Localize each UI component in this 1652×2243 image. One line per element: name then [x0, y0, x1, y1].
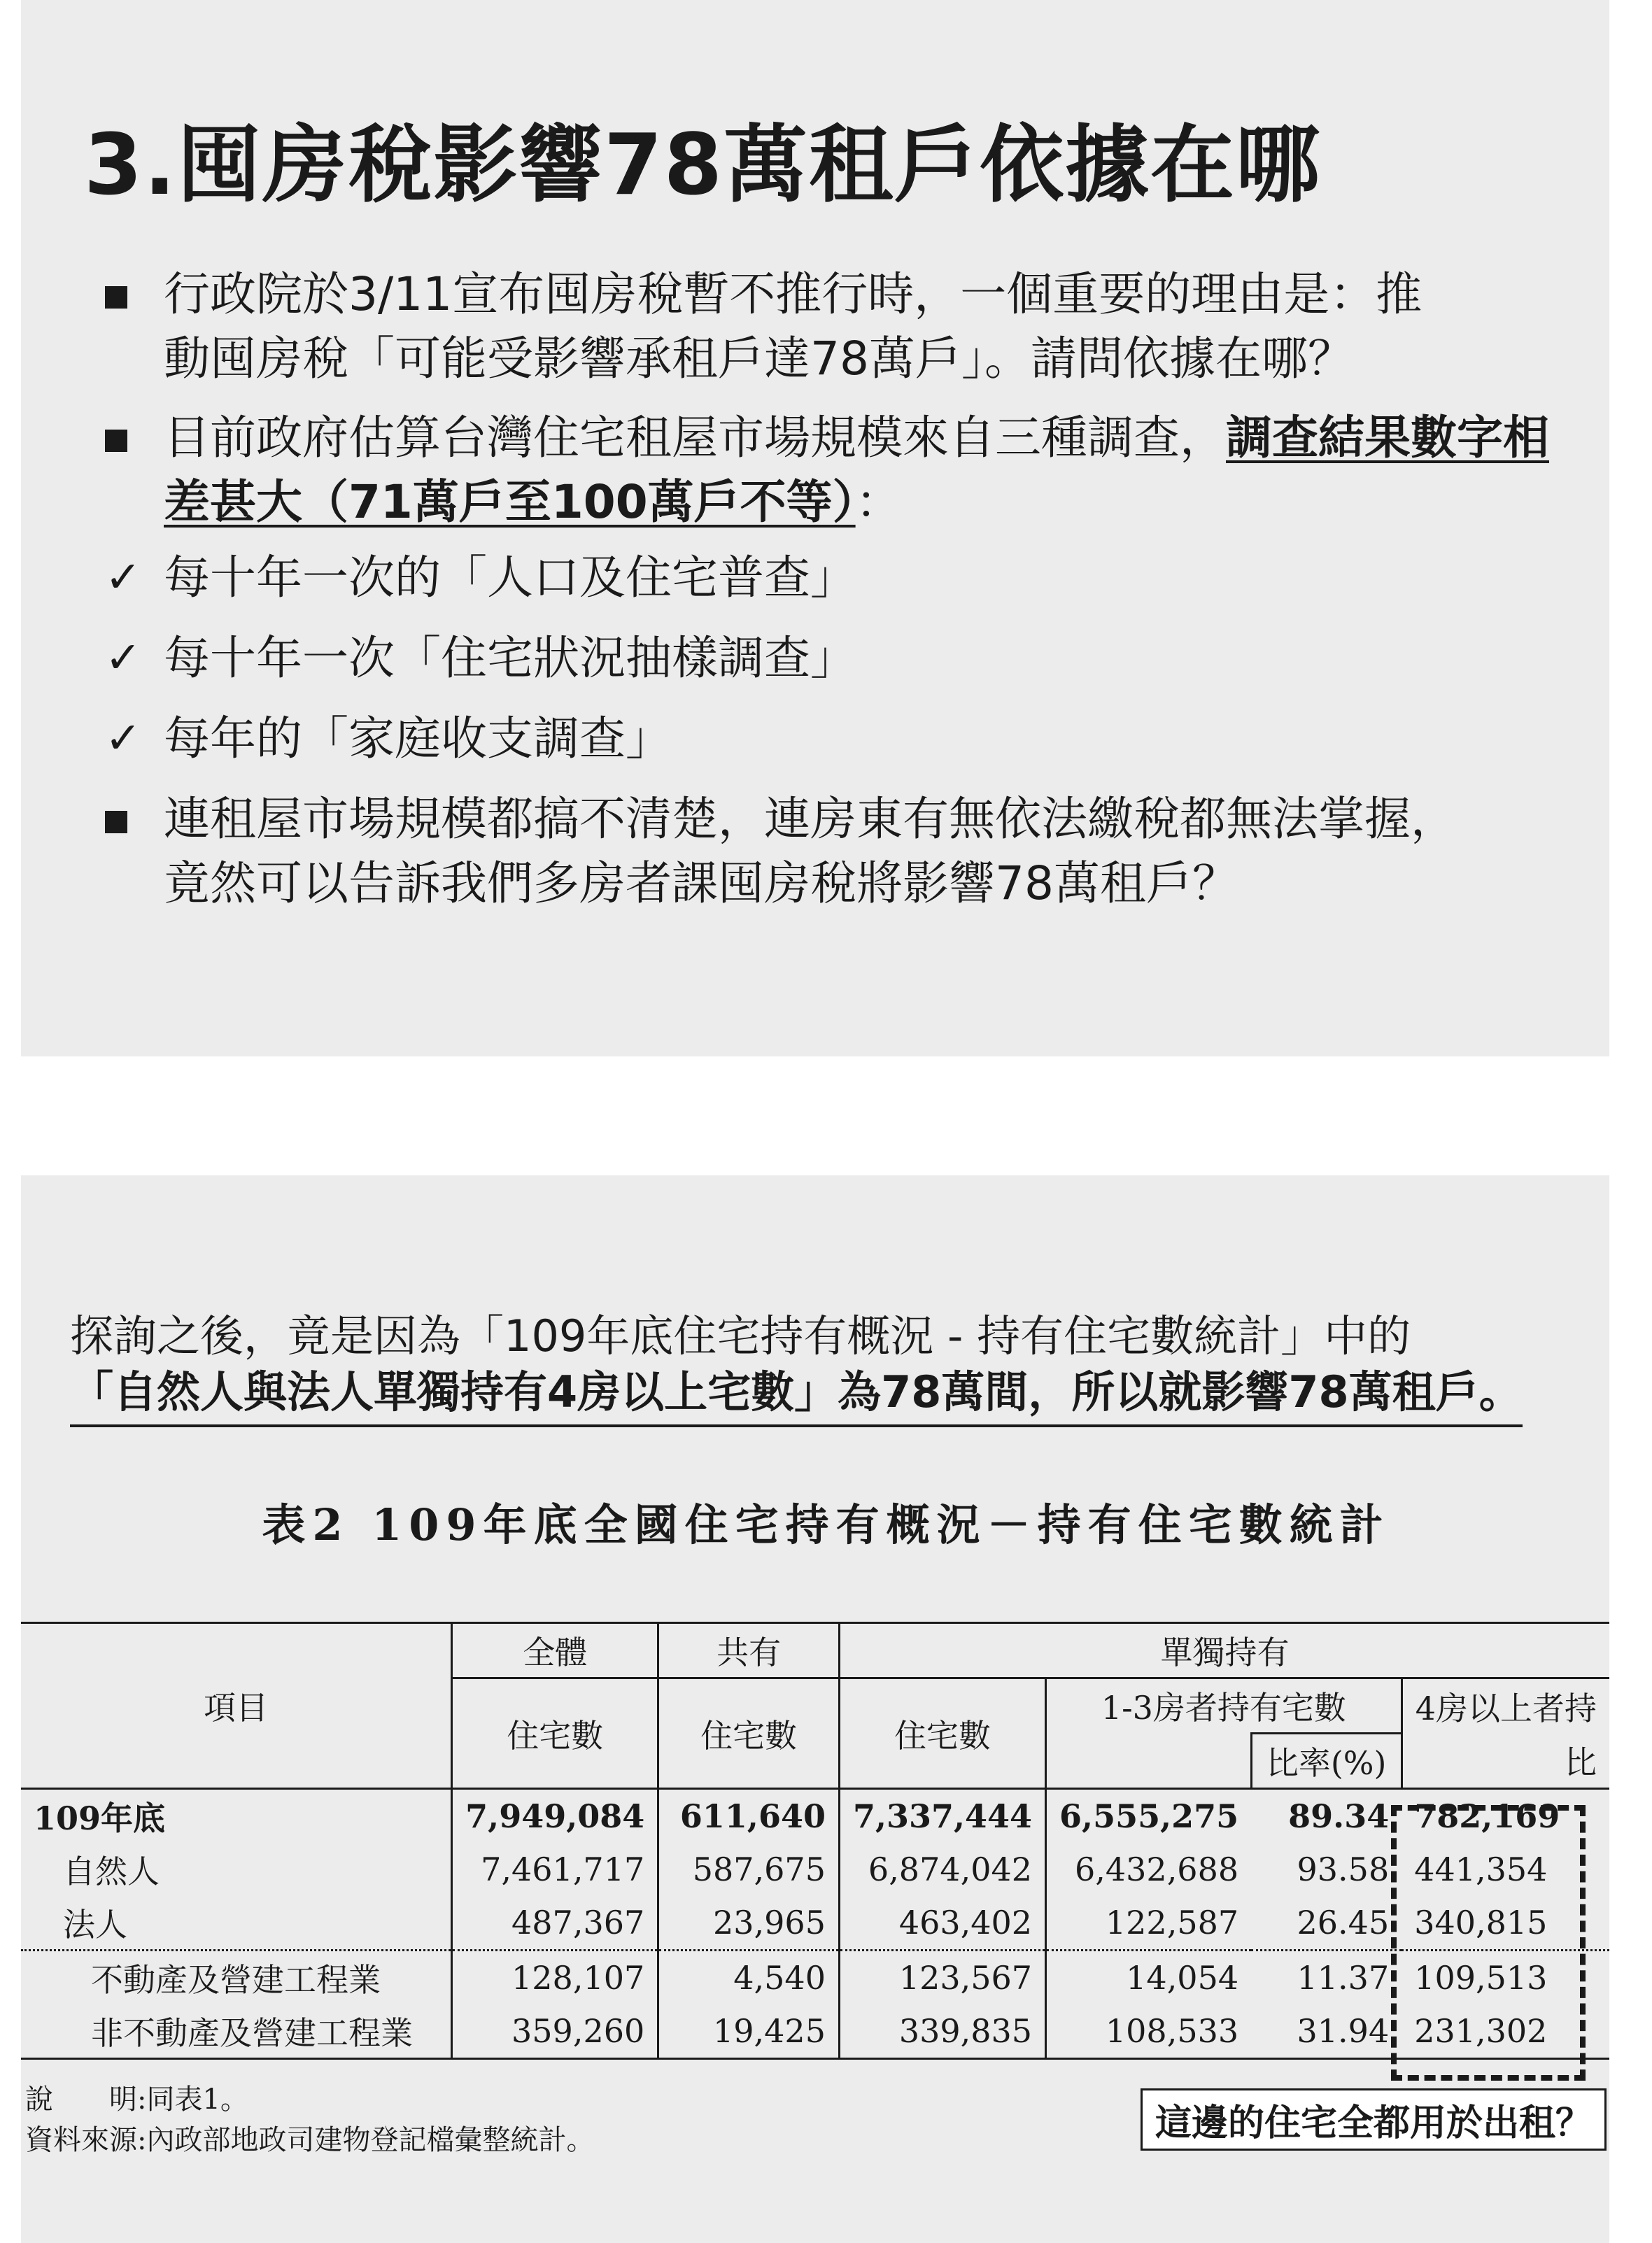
- cell-joint: 587,675: [658, 1843, 840, 1896]
- table-note: 說 明:同表1。: [25, 2083, 248, 2116]
- intro-emphasis-line: 「自然人與法人單獨持有4房以上宅數」為78萬間，所以就影響78萬租戶。: [70, 1364, 1523, 1427]
- cell-holders-4plus: 109,513: [1402, 1951, 1609, 2005]
- square-bullet-icon: [105, 286, 127, 309]
- row-label: 不動產及營建工程業: [21, 1951, 452, 2005]
- cell-joint: 19,425: [658, 2004, 840, 2059]
- table-header-row: [21, 1623, 1609, 1678]
- header-owners-1-3: 1-3房者持有宅數: [1046, 1678, 1402, 1734]
- square-bullet-icon: [105, 430, 127, 452]
- check-text: 每十年一次的「人口及住宅普查」: [164, 551, 856, 604]
- check-icon: ✓: [105, 551, 141, 602]
- header-ratio: 比率(%): [1251, 1734, 1402, 1789]
- bullet-text: 行政院於3/11宣布囤房稅暫不推行時，一個重要的理由是：推 動囤房稅「可能受影響承租戶達78萬戶」。請問依據在哪？: [164, 267, 1422, 385]
- cell-all: 487,367: [452, 1896, 658, 1951]
- cell-holders-1-3: 108,533: [1046, 2004, 1252, 2059]
- cell-holders-4plus: 340,815: [1414, 1904, 1548, 1941]
- header-all: 全體: [452, 1623, 658, 1678]
- row-label: 法人: [63, 1906, 127, 1944]
- cell-holders-1-3: 6,555,275: [1046, 1789, 1252, 1844]
- header-units: 住宅數: [839, 1678, 1045, 1789]
- row-label: 109年底: [34, 1799, 166, 1837]
- housing-stats-table: [21, 1622, 1609, 2060]
- table-row: [21, 2004, 1609, 2059]
- cell-ratio: 11.37: [1251, 1951, 1402, 2005]
- bullet-item: [105, 787, 1457, 916]
- callout-box: 這邊的住宅全都用於出租？: [1141, 2088, 1607, 2151]
- check-icon: ✓: [105, 632, 141, 683]
- cell-sole: 6,874,042: [839, 1843, 1045, 1896]
- check-text: 每年的「家庭收支調查」: [164, 712, 672, 765]
- table-row: [21, 1789, 1609, 1844]
- cell-all: 128,107: [452, 1951, 658, 2005]
- table-source: 資料來源:內政部地政司建物登記檔彙整統計。: [25, 2124, 595, 2156]
- cell-holders-1-3: 14,054: [1046, 1951, 1252, 2005]
- cell-ratio: 31.94: [1251, 2004, 1402, 2059]
- bullet-item: [105, 406, 1563, 535]
- check-icon: ✓: [105, 712, 141, 763]
- cell-holders-1-3: 6,432,688: [1046, 1843, 1252, 1896]
- cell-holders-4plus: 231,302: [1402, 2004, 1609, 2059]
- cell-ratio: 93.58: [1297, 1851, 1390, 1888]
- cell-ratio: 26.45: [1297, 1904, 1390, 1941]
- row-label: 自然人: [63, 1853, 160, 1890]
- header-owners-4plus: 4房以上者持: [1402, 1678, 1609, 1734]
- cell-sole: 339,835: [839, 2004, 1045, 2059]
- cell-sole: 463,402: [839, 1896, 1045, 1951]
- header-item: 項目: [21, 1623, 452, 1789]
- check-text: 每十年一次「住宅狀況抽樣調查」: [164, 631, 856, 685]
- square-bullet-icon: [105, 811, 127, 833]
- bullet-text: 目前政府估算台灣住宅租屋市場規模來自三種調查，調查結果數字相差甚大（71萬戶至100萬戶不等）：: [164, 411, 1549, 529]
- table-row: [21, 1843, 1609, 1896]
- cell-ratio: 89.34: [1288, 1797, 1390, 1835]
- header-joint: 共有: [658, 1623, 840, 1678]
- intro-line: 探詢之後，竟是因為「109年底住宅持有概況 - 持有住宅數統計」中的: [70, 1310, 1411, 1361]
- cell-sole: 123,567: [839, 1951, 1045, 2005]
- table-row: [21, 1896, 1609, 1951]
- cell-all: 359,260: [452, 2004, 658, 2059]
- table-caption: 表2 109年底全國住宅持有概況－持有住宅數統計: [262, 1499, 1390, 1550]
- check-item: [105, 546, 856, 610]
- cell-all: 7,461,717: [452, 1843, 658, 1896]
- header-units: 住宅數: [658, 1678, 840, 1789]
- cell-sole: 7,337,444: [839, 1789, 1045, 1844]
- bullet-text: 連租屋市場規模都搞不清楚，連房東有無依法繳稅都無法掌握， 竟然可以告訴我們多房者課囤房稅將影響78萬租戶？: [164, 792, 1457, 910]
- slide-title: 3.囤房稅影響78萬租戶依據在哪: [84, 117, 1322, 214]
- check-item: [105, 626, 856, 691]
- cell-holders-4plus: 441,354: [1414, 1851, 1548, 1888]
- header-ratio-cut: 比: [1402, 1734, 1609, 1789]
- intro-text: [70, 1308, 1595, 1427]
- table-notes: [25, 2079, 594, 2160]
- cell-holders-4plus: 782,169: [1414, 1797, 1560, 1835]
- cell-all: 7,949,084: [452, 1789, 658, 1844]
- check-item: [105, 707, 672, 771]
- emphasis-text: 調查結果數字相差甚大（71萬戶至100萬戶不等）: [164, 411, 1549, 529]
- header-sole: 單獨持有: [839, 1623, 1609, 1678]
- cell-holders-1-3: 122,587: [1046, 1896, 1252, 1951]
- cell-joint: 23,965: [658, 1896, 840, 1951]
- table-row: [21, 1951, 1609, 2005]
- cell-joint: 611,640: [658, 1789, 840, 1844]
- row-label: 非不動產及營建工程業: [21, 2004, 452, 2059]
- bullet-item: [105, 262, 1422, 391]
- highlight-dashed-box: [1391, 1805, 1586, 2081]
- header-units: 住宅數: [452, 1678, 658, 1789]
- cell-joint: 4,540: [658, 1951, 840, 2005]
